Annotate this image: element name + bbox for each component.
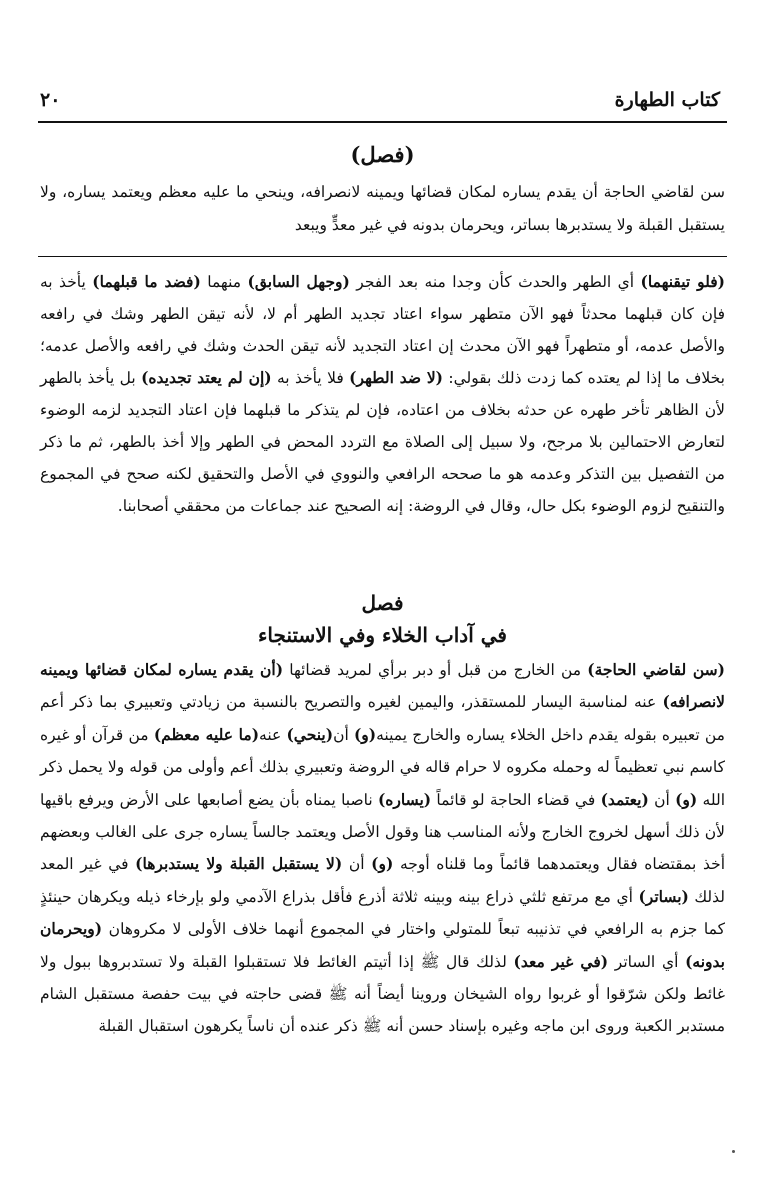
commentary-text: عنه xyxy=(259,725,287,744)
quoted-matn-phrase: (أن يقدم يساره لمكان قضائها ويمينه لانصرافه) xyxy=(40,660,725,712)
section-heading: (فصل) xyxy=(350,142,415,167)
chapter-heading: فصل xyxy=(361,591,404,615)
quoted-matn-phrase: (وجهل السابق) xyxy=(247,272,350,291)
scan-speck xyxy=(732,1150,735,1153)
chapter-subheading: في آداب الخلاء وفي الاستنجاء xyxy=(258,623,507,647)
quoted-matn-phrase: (و) xyxy=(675,789,698,809)
quoted-matn-phrase: (ينحي) xyxy=(286,724,334,744)
commentary-text: أن xyxy=(333,725,354,744)
commentary-text: من قرآن أو غيره كاسم نبي تعظيماً له وحمله مكروه لا حرام قاله في الروضة وتعبيري بذلك أعم وأولى من قوله ولا يحمل ذكر الله xyxy=(40,725,725,809)
header-rule xyxy=(38,121,727,123)
quoted-matn-phrase: (فلو تيقنهما) xyxy=(640,272,726,291)
commentary-text: أي الطهر والحدث كأن وجدا منه بعد الفجر xyxy=(349,273,641,291)
quoted-matn-phrase: (بساتر) xyxy=(638,886,689,906)
quoted-matn-phrase: (ما عليه معظم) xyxy=(153,724,260,744)
quoted-matn-phrase: (و) xyxy=(371,854,394,874)
commentary-text: منهما xyxy=(200,273,248,291)
commentary-text: أي مع مرتفع ثلثي ذراع بينه وبينه ثلاثة أذرع فأقل بذراع الآدمي ولو بإرخاء ذيله ويكرهان حينئذٍ كما جزم به الرافعي في تذنيبه تبعاً للمتولي واختار في المجموع أنهما خلاف الأولى لا مكروهان xyxy=(40,887,725,939)
quoted-matn-phrase: (و) xyxy=(353,724,377,744)
commentary-paragraph-2 xyxy=(40,654,725,1043)
commentary-text: بل يأخذ بالطهر لأن الظاهر تأخر طهره عن حدثه بخلاف من اعتاده، فإن لم يتذكر ما قبلهما فإن اعتاد التجديد لزمه الوضوء لتعارض الاحتمالين بلا مرجح، ولا سبيل إلى الصلاة مع التردد المحض في الطهر وإلا أخذ بالطهر، ثم ما ذكر من التفصيل بين التذكر وعدمه هو ما صححه الرافعي والنووي في الأصل والتحقيق لكنه صحح في المجموع والتنقيح لزوم الوضوء بكل حال، وقال في الروضة: إنه الصحيح عند جماعات من محققي أصحابنا. xyxy=(40,369,725,515)
quoted-matn-phrase: (يساره) xyxy=(377,789,432,809)
commentary-text: يأخذ به فإن كان قبلهما محدثاً فهو الآن متطهر سواء اعتاد تجديد الطهر أم لا، لأنه تيقن الطهر وشك في رافعه والأصل عدمه، أو متطهراً فهو الآن محدث إن اعتاد التجديد لأنه تيقن الحدث وشك في رافعه والأصل عدمه؛ بخلاف ما إذا لم يعتده كما زدت ذلك بقولي: xyxy=(40,273,726,387)
main-text: سن لقاضي الحاجة أن يقدم يساره لمكان قضائها ويمينه لانصرافه، وينحي ما عليه معظم ويعتمد يساره، ولا يستقبل القبلة ولا يستدبرها بساتر، ويحرمان بدونه في غير معدٍّ ويبعد xyxy=(40,183,725,234)
quoted-matn-phrase: (إن لم يعتد تجديده) xyxy=(141,368,272,387)
quoted-matn-phrase: (ويحرمان بدونه) xyxy=(40,919,725,971)
commentary-text: أي الساتر xyxy=(608,952,686,971)
quoted-matn-phrase: (في غير معد) xyxy=(513,951,609,971)
quoted-matn-phrase: (يعتمد) xyxy=(600,789,649,809)
commentary-text: عنه لمناسبة اليسار للمستقذر، واليمين لغيره والتصريح بالنسبة من زيادتي وتعبيري بما ذكر أعم من تعبيره بقوله يقدم داخل الخلاء يساره والخارج يمينه xyxy=(40,693,725,744)
book-title: كتاب الطهارة xyxy=(614,89,720,111)
commentary-text: لذلك قال ﷺ إذا أتيتم الغائط فلا تستقبلوا القبلة ولا تستدبروها ببول ولا غائط ولكن شرّقوا أو غربوا رواه الشيخان وروينا أيضاً أنه ﷺ قضى حاجته في بيت حفصة مستقبل الشام مستدبر الكعبة وروى ابن ماجه وغيره بإسناد حسن أنه ﷺ ذكر عنده أن ناساً يكرهون استقبال القبلة xyxy=(40,952,725,1036)
page-number: ٢٠ xyxy=(40,89,61,111)
commentary-text: في غير المعد لذلك xyxy=(40,855,725,906)
quoted-matn-phrase: (فضد ما قبلهما) xyxy=(92,272,201,291)
commentary-paragraph-1 xyxy=(40,266,725,522)
commentary-text: أن xyxy=(342,855,372,874)
commentary-text: من الخارج من قبل أو دبر برأي لمريد قضائها xyxy=(283,661,588,679)
commentary-text: فلا يأخذ به xyxy=(271,369,350,387)
quoted-matn-phrase: (لا يستقبل القبلة ولا يستدبرها) xyxy=(135,854,343,874)
quoted-matn-phrase: (سن لقاضي الحاجة) xyxy=(587,660,725,679)
commentary-text: في قضاء الحاجة لو قائماً xyxy=(431,790,601,809)
commentary-text: ناصبا يمناه بأن يضع أصابعها على الأرض ويرفع باقيها لأن ذلك أسهل لخروج الخارج ولأنه المناسب هنا وقول الأصل ويعتمد جالساً يساره جرى على الغالب وبعضهم أخذ بمقتضاه فقال ويعتمدهما قائماً وما قلناه أوجه xyxy=(40,790,725,874)
quoted-matn-phrase: (لا ضد الطهر) xyxy=(349,368,444,387)
commentary-text: أن xyxy=(648,790,676,809)
running-header xyxy=(40,86,720,120)
text-separator-rule xyxy=(38,256,727,257)
